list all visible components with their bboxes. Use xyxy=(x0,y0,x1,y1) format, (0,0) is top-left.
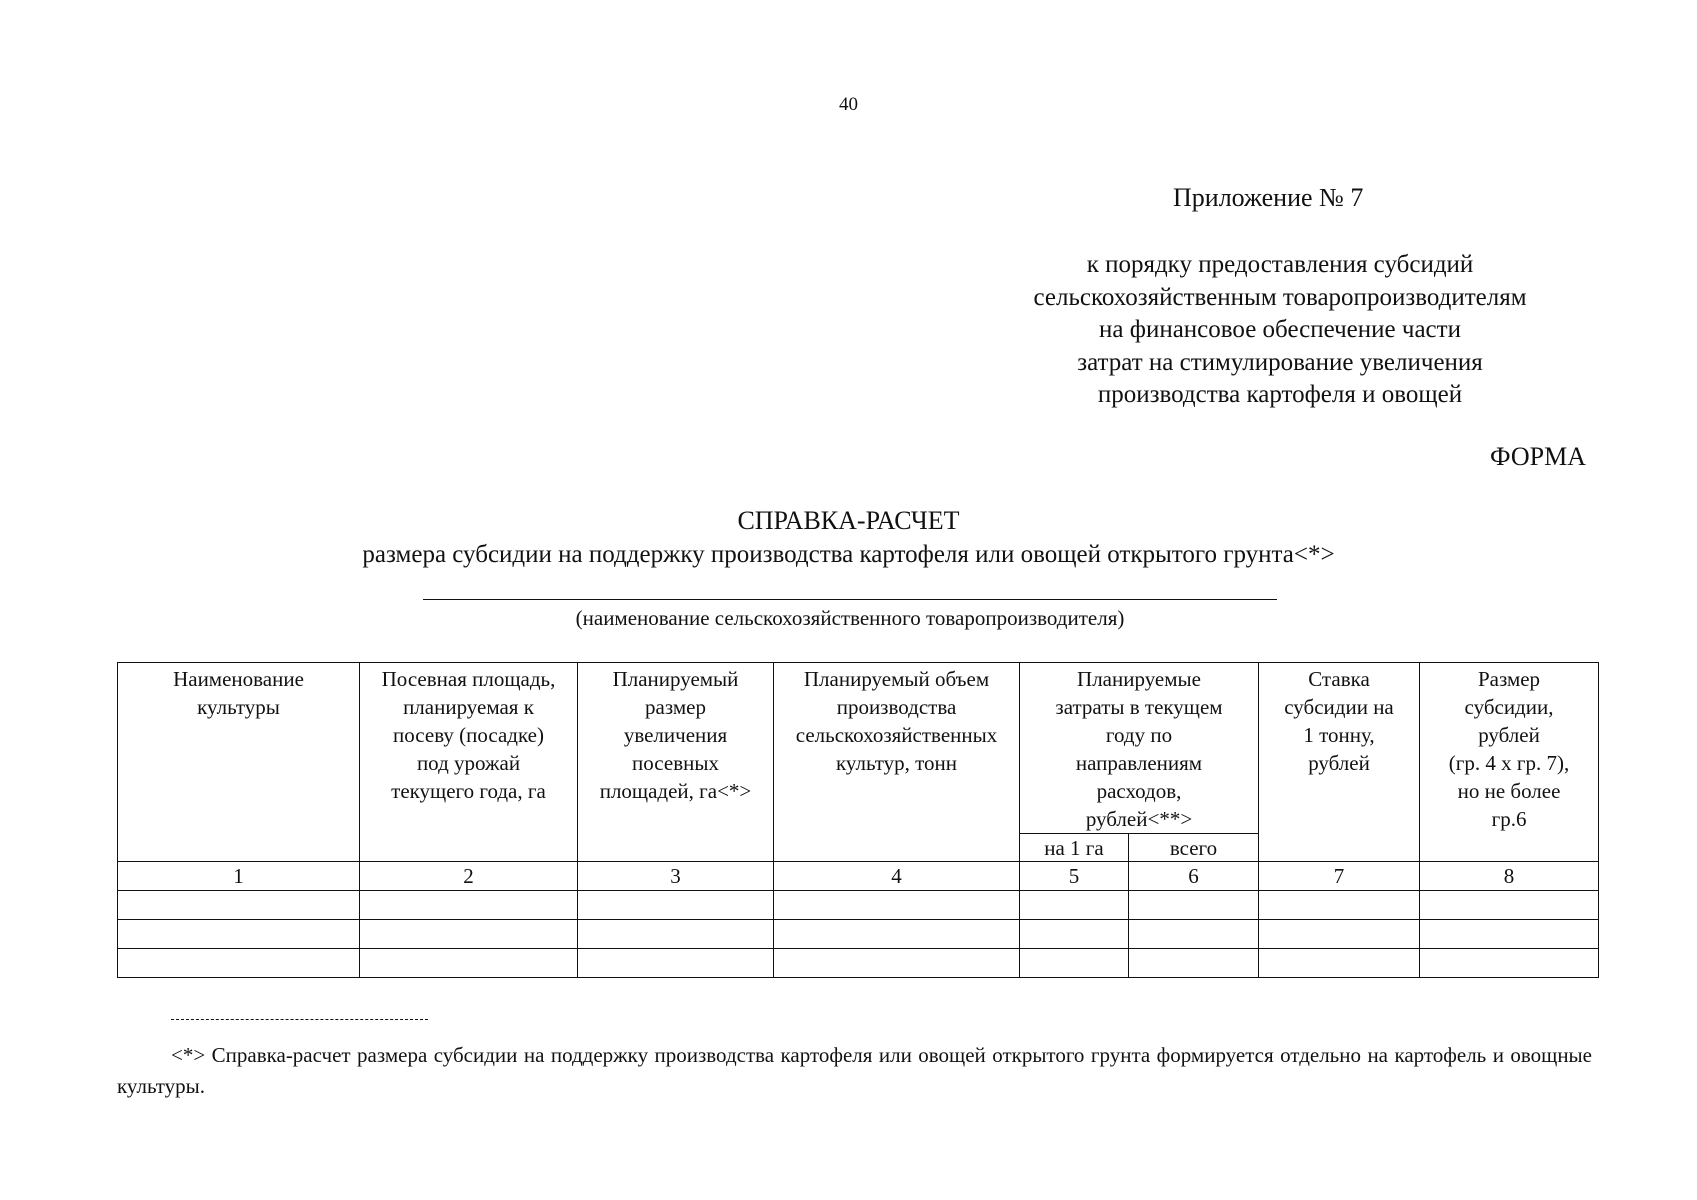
header-subsidy-rate xyxy=(1259,663,1420,862)
table-cell[interactable] xyxy=(1259,891,1420,920)
header-sown-area xyxy=(360,663,578,862)
table-cell[interactable] xyxy=(578,949,774,978)
table-cell[interactable] xyxy=(360,920,578,949)
table-cell[interactable] xyxy=(774,920,1020,949)
header-line: размер xyxy=(645,695,706,719)
header-subsidy-amount xyxy=(1420,663,1599,862)
column-number: 7 xyxy=(1259,862,1420,891)
header-line: затраты в текущем xyxy=(1055,695,1223,719)
form-label: ФОРМА xyxy=(1490,442,1586,471)
header-line: гр.6 xyxy=(1491,807,1527,831)
header-line: под урожай xyxy=(416,751,521,775)
table-row xyxy=(118,920,1599,949)
header-line: посеву (посадке) xyxy=(393,723,544,747)
header-line: расходов, xyxy=(1096,779,1182,803)
header-line: увеличения xyxy=(623,723,728,747)
page-number: 40 xyxy=(839,94,858,115)
header-line: культур, тонн xyxy=(835,751,958,775)
header-line: (гр. 4 x гр. 7), xyxy=(1448,751,1570,775)
table-cell[interactable] xyxy=(1259,920,1420,949)
header-line: текущего года, га xyxy=(391,779,546,803)
table-cell[interactable] xyxy=(1020,949,1129,978)
header-per-hectare: на 1 га xyxy=(1020,834,1129,862)
column-number: 3 xyxy=(578,862,774,891)
header-total: всего xyxy=(1129,834,1259,862)
column-number-row xyxy=(118,862,1599,891)
calculation-table xyxy=(117,662,1599,978)
header-line: рублей xyxy=(1308,751,1370,775)
header-line: Планируемый xyxy=(612,667,739,691)
header-line: Размер xyxy=(1477,667,1541,691)
appendix-subtitle-line: затрат на стимулирование увеличения xyxy=(1077,348,1483,376)
table-row xyxy=(118,891,1599,920)
header-line: рублей<**> xyxy=(1085,807,1193,831)
column-number: 2 xyxy=(360,862,578,891)
header-line: году по xyxy=(1105,723,1173,747)
column-number: 8 xyxy=(1420,862,1599,891)
header-line: Ставка xyxy=(1308,667,1370,691)
table-cell[interactable] xyxy=(774,891,1020,920)
table-cell[interactable] xyxy=(1420,891,1599,920)
table-cell[interactable] xyxy=(1420,920,1599,949)
table-cell[interactable] xyxy=(1420,949,1599,978)
table-cell[interactable] xyxy=(360,949,578,978)
table-row xyxy=(118,949,1599,978)
column-number: 5 xyxy=(1020,862,1129,891)
header-line: посевных xyxy=(632,751,719,775)
document-subtitle: размера субсидии на поддержку производства картофеля или овощей открытого грунта<*> xyxy=(362,541,1335,568)
header-line: сельскохозяйственных xyxy=(795,723,998,747)
appendix-subtitle xyxy=(965,249,1595,412)
header-area-increase xyxy=(578,663,774,862)
header-planned-costs xyxy=(1020,663,1259,834)
table-cell[interactable] xyxy=(1129,891,1259,920)
header-line: Наименование xyxy=(173,667,304,691)
table-cell[interactable] xyxy=(118,949,360,978)
header-crop-name xyxy=(118,663,360,862)
table-cell[interactable] xyxy=(1129,920,1259,949)
appendix-subtitle-line: сельскохозяйственным товаропроизводителям xyxy=(1033,283,1527,311)
table-cell[interactable] xyxy=(774,949,1020,978)
header-line: площадей, га<*> xyxy=(599,779,752,803)
header-line: производства xyxy=(836,695,957,719)
column-number: 4 xyxy=(774,862,1020,891)
header-line: Планируемый объем xyxy=(803,667,990,691)
table-cell[interactable] xyxy=(1020,920,1129,949)
appendix-title: Приложение № 7 xyxy=(1173,183,1364,212)
header-line: рублей xyxy=(1478,723,1540,747)
table-cell[interactable] xyxy=(1259,949,1420,978)
table-cell[interactable] xyxy=(578,891,774,920)
header-line: 1 тонну, xyxy=(1303,723,1375,747)
column-number: 1 xyxy=(118,862,360,891)
appendix-subtitle-line: на финансовое обеспечение части xyxy=(1099,316,1461,343)
column-number: 6 xyxy=(1129,862,1259,891)
footnote-text: <*> Справка-расчет размера субсидии на поддержку производства картофеля или овощей открытого грунта формируется отдельно на картофель и овощные культуры. xyxy=(117,1043,1592,1098)
table-header-row xyxy=(118,663,1599,834)
document-title: СПРАВКА-РАСЧЕТ xyxy=(737,506,960,535)
table-cell[interactable] xyxy=(118,920,360,949)
header-line: но не более xyxy=(1457,779,1561,803)
header-production-volume xyxy=(774,663,1020,862)
header-line: Посевная площадь, xyxy=(381,667,556,691)
table-cell[interactable] xyxy=(1129,949,1259,978)
table-cell[interactable] xyxy=(118,891,360,920)
header-line: культуры xyxy=(197,695,280,719)
table-cell[interactable] xyxy=(578,920,774,949)
header-line: субсидии на xyxy=(1284,695,1394,719)
footnote-separator xyxy=(171,1019,428,1020)
table-cell[interactable] xyxy=(360,891,578,920)
producer-name-caption: (наименование сельскохозяйственного товаропроизводителя) xyxy=(575,606,1125,630)
header-line: планируемая к xyxy=(403,695,534,719)
header-line: направлениям xyxy=(1075,751,1203,775)
appendix-subtitle-line: производства картофеля и овощей xyxy=(1097,381,1463,408)
header-line: субсидии, xyxy=(1464,695,1554,719)
header-line: Планируемые xyxy=(1077,667,1201,691)
producer-name-line[interactable] xyxy=(423,599,1277,600)
table-cell[interactable] xyxy=(1020,891,1129,920)
appendix-subtitle-line: к порядку предоставления субсидий xyxy=(1086,251,1474,278)
